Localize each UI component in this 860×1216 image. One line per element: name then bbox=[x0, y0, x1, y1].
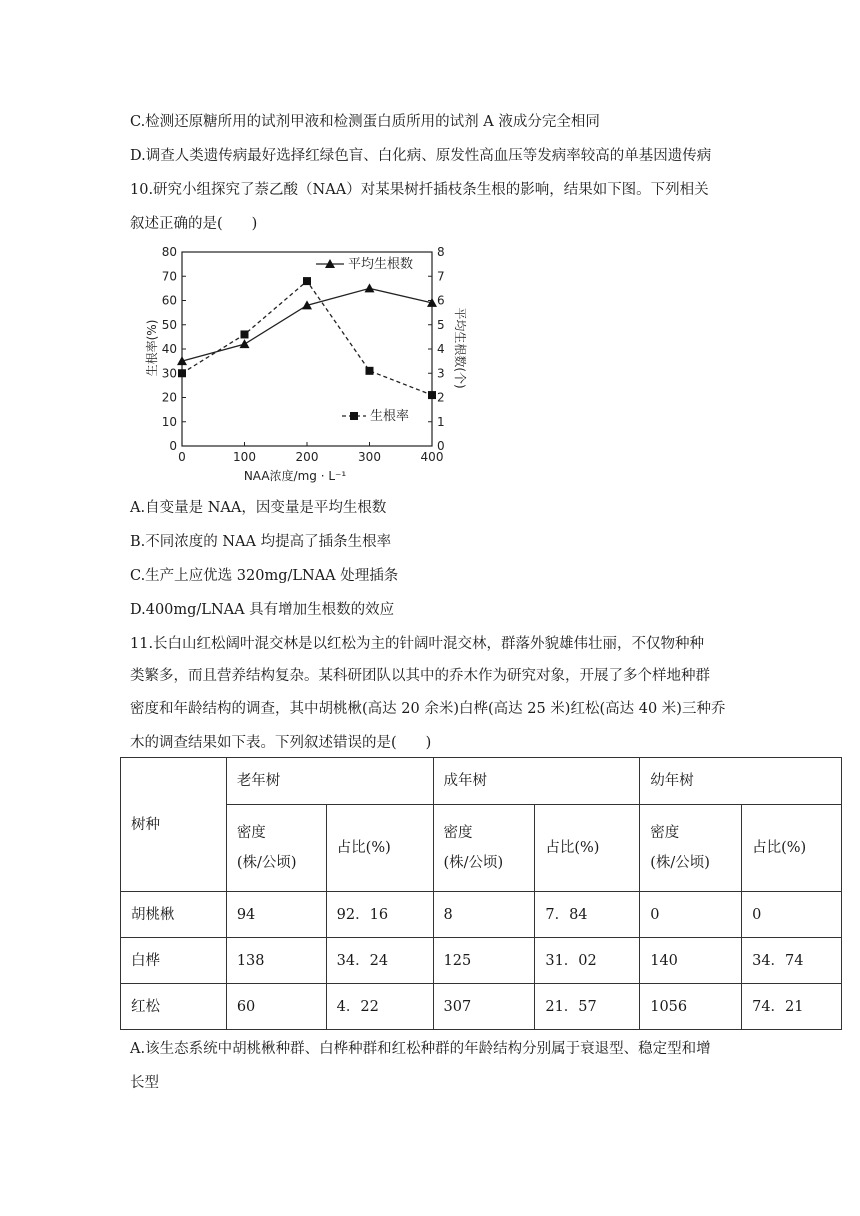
density-header: 密度 (株/公顷) bbox=[226, 805, 326, 892]
question-11-line-1: 11.长白山红松阔叶混交林是以红松为主的针阔叶混交林，群落外貌雄伟壮丽，不仅物种种 bbox=[130, 636, 705, 652]
table-cell: 4．22 bbox=[326, 984, 433, 1030]
naa-rooting-chart bbox=[130, 240, 467, 486]
right-tick-label: 4 bbox=[437, 342, 445, 356]
table-cell: 7．84 bbox=[535, 892, 640, 938]
left-tick-label: 80 bbox=[161, 245, 177, 259]
density-header: 密度 (株/公顷) bbox=[640, 805, 742, 892]
question-11-line-3: 密度和年龄结构的调查，其中胡桃楸(高达 20 余米)白桦(高达 25 米)红松(高达 40 米)三种乔 bbox=[130, 701, 726, 717]
table-cell: 140 bbox=[640, 938, 742, 984]
option-c: C.生产上应优选 320mg/LNAA 处理插条 bbox=[130, 568, 399, 584]
left-tick-label: 50 bbox=[161, 317, 177, 332]
right-tick-label: 2 bbox=[437, 390, 445, 405]
right-tick-label: 5 bbox=[437, 317, 445, 332]
right-tick-label: 0 bbox=[437, 439, 445, 453]
right-tick-label: 6 bbox=[437, 293, 445, 308]
table-cell: 138 bbox=[226, 938, 326, 984]
table-cell: 31．02 bbox=[535, 938, 640, 984]
table-cell: 0 bbox=[640, 892, 742, 938]
left-tick-label: 30 bbox=[161, 366, 177, 381]
table-subheader-row bbox=[121, 805, 842, 892]
square-point bbox=[303, 277, 311, 285]
x-tick-label: 400 bbox=[420, 450, 444, 464]
square-point bbox=[428, 391, 436, 399]
table-cell: 94 bbox=[226, 892, 326, 938]
triangle-point bbox=[240, 339, 250, 348]
table-row bbox=[121, 892, 842, 938]
ratio-header: 占比(%) bbox=[535, 805, 640, 892]
left-tick-label: 60 bbox=[161, 293, 177, 308]
table-cell: 0 bbox=[742, 892, 842, 938]
ratio-header: 占比(%) bbox=[742, 805, 842, 892]
table-cell: 1056 bbox=[640, 984, 742, 1030]
option-d: D.400mg/LNAA 具有增加生根数的效应 bbox=[130, 602, 395, 618]
triangle-point bbox=[365, 283, 375, 292]
table-header-row bbox=[121, 758, 842, 805]
left-tick-label: 20 bbox=[161, 390, 177, 405]
left-axis-label: 生根率(%) bbox=[145, 319, 159, 377]
group-header-old: 老年树 bbox=[226, 758, 433, 805]
table-cell: 34．24 bbox=[326, 938, 433, 984]
table-cell: 8 bbox=[433, 892, 535, 938]
table-cell: 34．74 bbox=[742, 938, 842, 984]
question-10-line-2: 叙述正确的是( ) bbox=[130, 216, 258, 232]
option-a-line-2: 长型 bbox=[130, 1075, 159, 1091]
x-axis-label: NAA浓度/mg · L⁻¹ bbox=[243, 469, 347, 483]
x-tick-label: 300 bbox=[358, 450, 381, 464]
group-header-young: 幼年树 bbox=[640, 758, 842, 805]
question-10-line-1: 10.研究小组探究了萘乙酸（NAA）对某果树扦插枝条生根的影响，结果如下图。下列相关 bbox=[130, 182, 709, 198]
x-tick-label: 0 bbox=[178, 450, 186, 464]
left-tick-label: 0 bbox=[169, 439, 177, 453]
right-tick-label: 7 bbox=[437, 269, 445, 284]
question-11-line-2: 类繁多，而且营养结构复杂。某科研团队以其中的乔木作为研究对象，开展了多个样地种群 bbox=[130, 668, 710, 684]
option-a: A.自变量是 NAA，因变量是平均生根数 bbox=[130, 500, 387, 516]
left-tick-label: 40 bbox=[161, 342, 177, 356]
group-header-adult: 成年树 bbox=[433, 758, 640, 805]
left-tick-label: 10 bbox=[161, 414, 177, 429]
species-cell: 白桦 bbox=[121, 938, 227, 984]
tree-survey-table bbox=[120, 757, 842, 1030]
right-tick-label: 8 bbox=[437, 245, 445, 259]
legend-label-rooting-rate: 生根率 bbox=[370, 409, 410, 424]
legend-label-avg-root-count: 平均生根数 bbox=[348, 257, 414, 272]
square-point bbox=[178, 369, 186, 377]
rooting-rate-line bbox=[182, 281, 432, 395]
x-tick-label: 100 bbox=[233, 450, 256, 464]
table-row bbox=[121, 938, 842, 984]
legend-marker-square bbox=[350, 412, 358, 420]
table-cell: 307 bbox=[433, 984, 535, 1030]
question-11-line-4: 木的调查结果如下表。下列叙述错误的是( ) bbox=[130, 735, 432, 751]
line-option-c: C.检测还原糖所用的试剂甲液和检测蛋白质所用的试剂 A 液成分完全相同 bbox=[130, 114, 600, 130]
ratio-header: 占比(%) bbox=[326, 805, 433, 892]
right-tick-label: 3 bbox=[437, 366, 445, 381]
line-option-d: D.调查人类遗传病最好选择红绿色盲、白化病、原发性高血压等发病率较高的单基因遗传病 bbox=[130, 148, 712, 164]
left-tick-label: 70 bbox=[161, 269, 177, 284]
right-axis-label: 平均生根数(个) bbox=[453, 307, 467, 389]
table-cell: 125 bbox=[433, 938, 535, 984]
option-b: B.不同浓度的 NAA 均提高了插条生根率 bbox=[130, 534, 392, 550]
species-cell: 胡桃楸 bbox=[121, 892, 227, 938]
option-a-line-1: A.该生态系统中胡桃楸种群、白桦种群和红松种群的年龄结构分别属于衰退型、稳定型和增 bbox=[130, 1041, 711, 1057]
right-tick-label: 1 bbox=[437, 414, 445, 429]
table-cell: 60 bbox=[226, 984, 326, 1030]
species-header: 树种 bbox=[121, 758, 227, 892]
species-cell: 红松 bbox=[121, 984, 227, 1030]
square-point bbox=[366, 367, 374, 375]
square-point bbox=[241, 330, 249, 338]
table-cell: 74．21 bbox=[742, 984, 842, 1030]
table-row bbox=[121, 984, 842, 1030]
x-tick-label: 200 bbox=[295, 450, 319, 464]
table-cell: 92．16 bbox=[326, 892, 433, 938]
table-cell: 21．57 bbox=[535, 984, 640, 1030]
density-header: 密度 (株/公顷) bbox=[433, 805, 535, 892]
